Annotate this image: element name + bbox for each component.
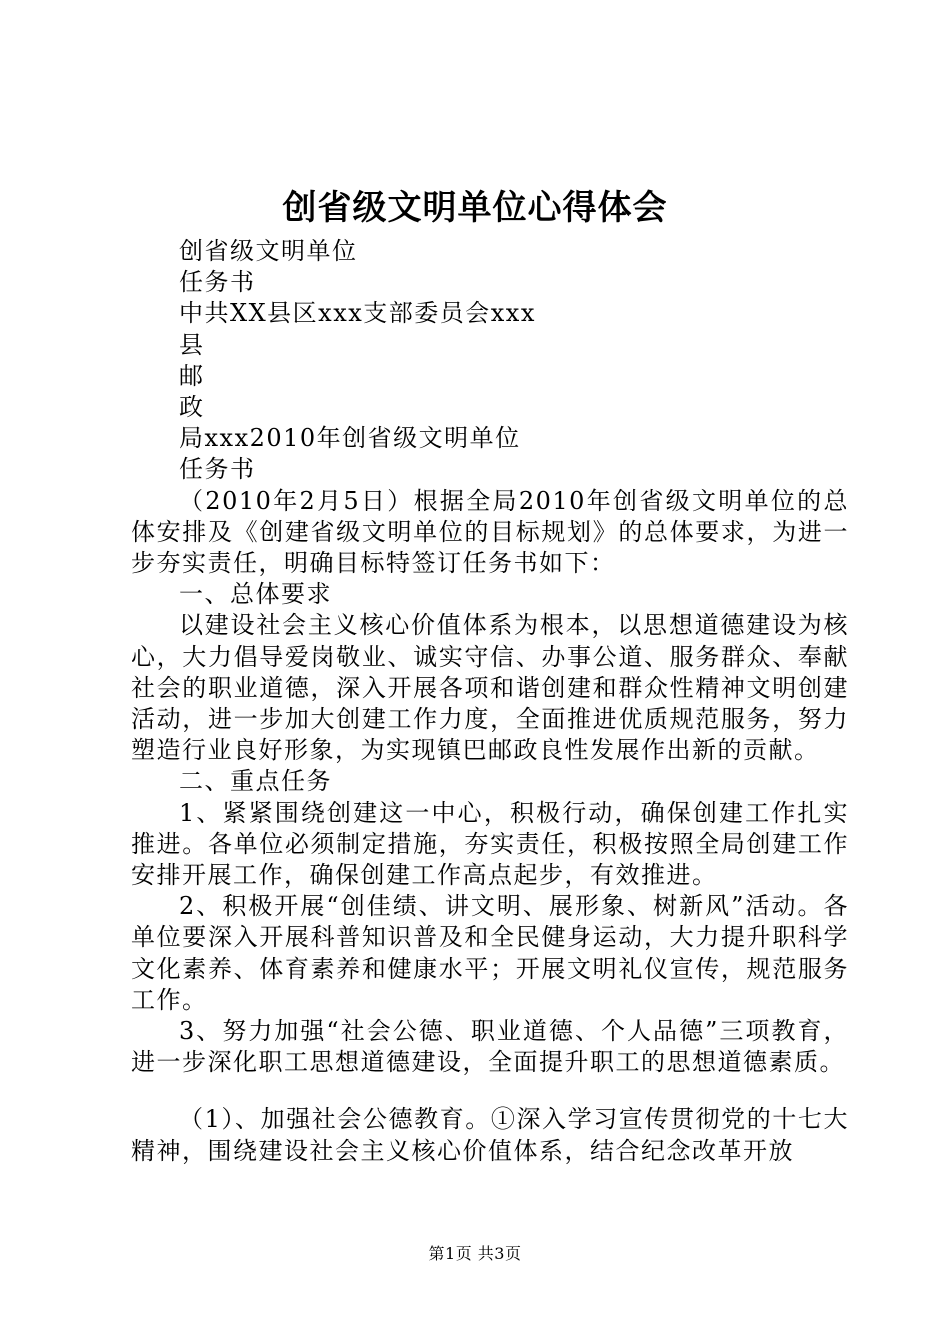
- body-paragraph: 1、紧紧围绕创建这一中心，积极行动，确保创建工作扎实推进。各单位必须制定措施，夯实责任，积极按照全局创建工作安排开展工作，确保创建工作高点起步，有效推进。: [131, 798, 849, 890]
- body-paragraph: 3、努力加强“社会公德、职业道德、个人品德”三项教育，进一步深化职工思想道德建设，全面提升职工的思想道德素质。: [131, 1017, 849, 1077]
- section-heading: 二、重点任务: [179, 767, 332, 796]
- body-paragraph: 以建设社会主义核心价值体系为根本，以思想道德建设为核心，大力倡导爱岗敬业、诚实守信、办事公道、服务群众、奉献社会的职业道德，深入开展各项和谐创建和群众性精神文明创建活动，进一步加大创建工作力度，全面推进优质规范服务，努力塑造行业良好形象，为实现镇巴邮政良性发展作出新的贡献。: [131, 611, 849, 765]
- heading-line: 政: [179, 393, 205, 422]
- heading-line: 县: [179, 330, 205, 359]
- body-paragraph: 2、积极开展“创佳绩、讲文明、展形象、树新风”活动。各单位要深入开展科普知识普及和全民健身运动，大力提升职科学文化素养、体育素养和健康水平；开展文明礼仪宣传，规范服务工作。: [131, 892, 849, 1014]
- heading-line: 邮: [179, 361, 205, 390]
- document-body: [131, 236, 849, 1167]
- heading-line: 任务书: [179, 268, 256, 297]
- body-paragraph: （1）、加强社会公德教育。①深入学习宣传贯彻党的十七大精神，围绕建设社会主义核心价值体系，结合纪念改革开放: [131, 1105, 849, 1165]
- heading-line: 中共XX县区xxx支部委员会xxx: [179, 299, 536, 328]
- heading-line: 创省级文明单位: [179, 237, 358, 265]
- intro-paragraph: （2010年2月5日）根据全局2010年创省级文明单位的总体安排及《创建省级文明单位的目标规划》的总体要求，为进一步夯实责任，明确目标特签订任务书如下：: [131, 486, 849, 578]
- paragraph-spacer: [131, 1078, 849, 1104]
- page-footer: 第1页 共3页: [428, 1244, 522, 1263]
- document-title: 创省级文明单位心得体会: [282, 188, 668, 228]
- heading-line: 任务书: [179, 455, 256, 484]
- heading-line: 局xxx2010年创省级文明单位: [179, 424, 521, 453]
- section-heading: 一、总体要求: [179, 580, 332, 609]
